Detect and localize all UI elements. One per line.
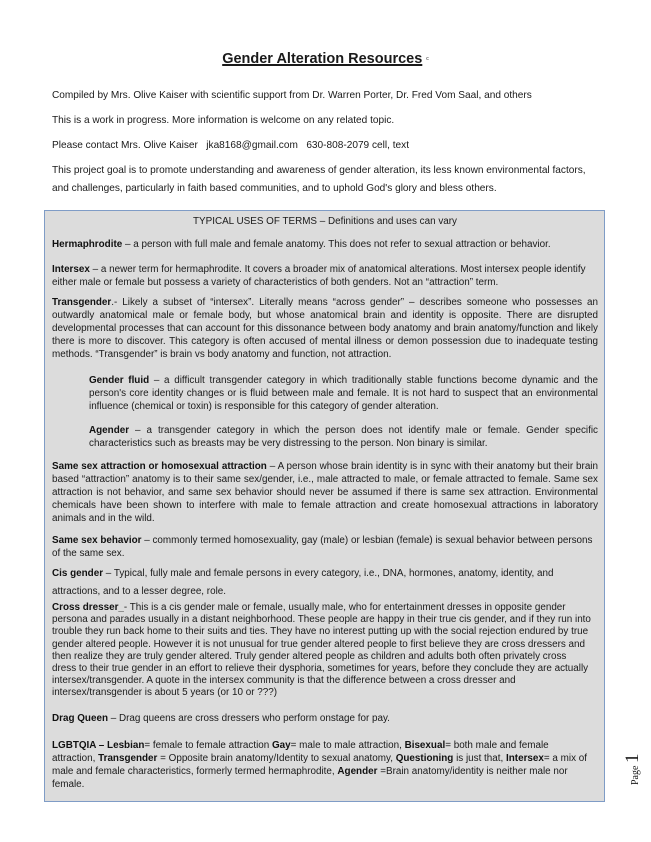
term-cross-dresser: Cross dresser_- This is a cis gender male or female, usually male, who for entertainment dresses in opposite gender persona and parades usually in a distant neighborhood. These people are happy in their true cis gender, and if they run into trouble they run back home to their suits and ties. They have no interest putting up with the social rejection endured by true gender altered people. However it is not unusual for true gender altered people to first believe they are cross dressers and then realize they are truly gender altered. Truly gender altered people as children and adults both often privately cross dress to their true gender in an effort to relieve their dysphoria, sometimes for years, before they conclude they are actually intersex/transgender. A quote in the intersex community is that the difference between a cross dresser and intersex/transgender is about 5 years (or 10 or ???) — [52, 602, 591, 699]
term-hermaphrodite: Hermaphrodite – a person with full male and female anatomy. This does not refer to sexual attraction or behavior. — [52, 239, 551, 250]
compiled-by-line: Compiled by Mrs. Olive Kaiser with scientific support from Dr. Warren Porter, Dr. Fred Vom Saal, and others — [52, 90, 532, 101]
term-same-sex-attraction: Same sex attraction or homosexual attraction – A person whose brain identity is in sync with their anatomy but their brain based “attraction” anatomy is to their same sex/gender, i.e., male attracted to male, or female attracted to female. Same sex attraction is not behavior, and same sex behavior should never be assumed if there is same sex attraction. Environmental chemicals have been shown to interfere with male to female attraction and create homosexual attractions in laboratory animals and in the wild. — [52, 461, 598, 525]
phone-number: 630-808-2079 cell, text — [306, 140, 409, 151]
page-number: Page 1 — [622, 753, 643, 785]
terms-box — [44, 210, 605, 802]
work-in-progress-line: This is a work in progress. More information is welcome on any related topic. — [52, 115, 395, 126]
title-mark: c — [426, 56, 429, 63]
email-link[interactable]: jka8168@gmail.com — [206, 140, 298, 151]
term-gender-fluid: Gender fluid – a difficult transgender category in which traditionally stable functions become dynamic and the person's core identity changes or is fluid between male and female. It is not hard to suspect that an environmental influence (chemical or toxin) is responsible for this category of gender alteration. — [89, 375, 599, 413]
terms-header: TYPICAL USES OF TERMS – Definitions and uses can vary — [193, 216, 457, 227]
contact-line: Please contact Mrs. Olive Kaiser jka8168@gmail.com 630-808-2079 cell, text — [52, 140, 409, 151]
term-agender: Agender – a transgender category in which the person does not identify male or female. Gender specific characteristics such as breasts may be very distressing to the person. Non binary is similar. — [89, 425, 598, 450]
term-drag-queen: Drag Queen – Drag queens are cross dressers who perform onstage for pay. — [52, 713, 390, 724]
term-same-sex-behavior: Same sex behavior – commonly termed homosexuality, gay (male) or lesbian (female) is sexual behavior between persons of the same sex. — [52, 535, 593, 560]
term-intersex: Intersex – a newer term for hermaphrodite. It covers a broader mix of anatomical alterations. Most intersex people identify either male or female but possess a variety of characteristics of both genders. Not an “attraction” term. — [52, 264, 586, 289]
page-title: Gender Alteration Resources c — [222, 51, 429, 67]
term-cis-gender: Cis gender – Typical, fully male and female persons in every category, i.e., DNA, hormones, anatomy, identity, and attractions, and to a lesser degree, role. — [52, 568, 554, 597]
project-goal: This project goal is to promote understanding and awareness of gender alteration, its less known environmental factors, and challenges, particularly in faith based communities, and to uphold God's glory and bless others. — [52, 165, 586, 194]
term-transgender: Transgender.- Likely a subset of “intersex”. Literally means “across gender” – describes someone who possesses an outwardly anatomical male or female body, but whose anatomical brain and identity is opposite. There are disrupted developmental processes that can account for this dissonance between body anatomy and brain anatomy/function and likely there is more to discover. This category is often accused of mental illness or demon possession due to inadequate testing methods. “Transgender” is brain vs body anatomy and function, not attraction. — [52, 297, 598, 361]
term-lgbtqia: LGBTQIA – Lesbian= female to female attraction Gay= male to male attraction, Bisexual= both male and female attraction, Transgender = Opposite brain anatomy/Identity to sexual anatomy, Questioning is just that, Intersex= a mix of male and female characteristics, formerly termed hermaphrodite, Agender =Brain anatomy/identity is neither male nor female. — [52, 740, 588, 791]
